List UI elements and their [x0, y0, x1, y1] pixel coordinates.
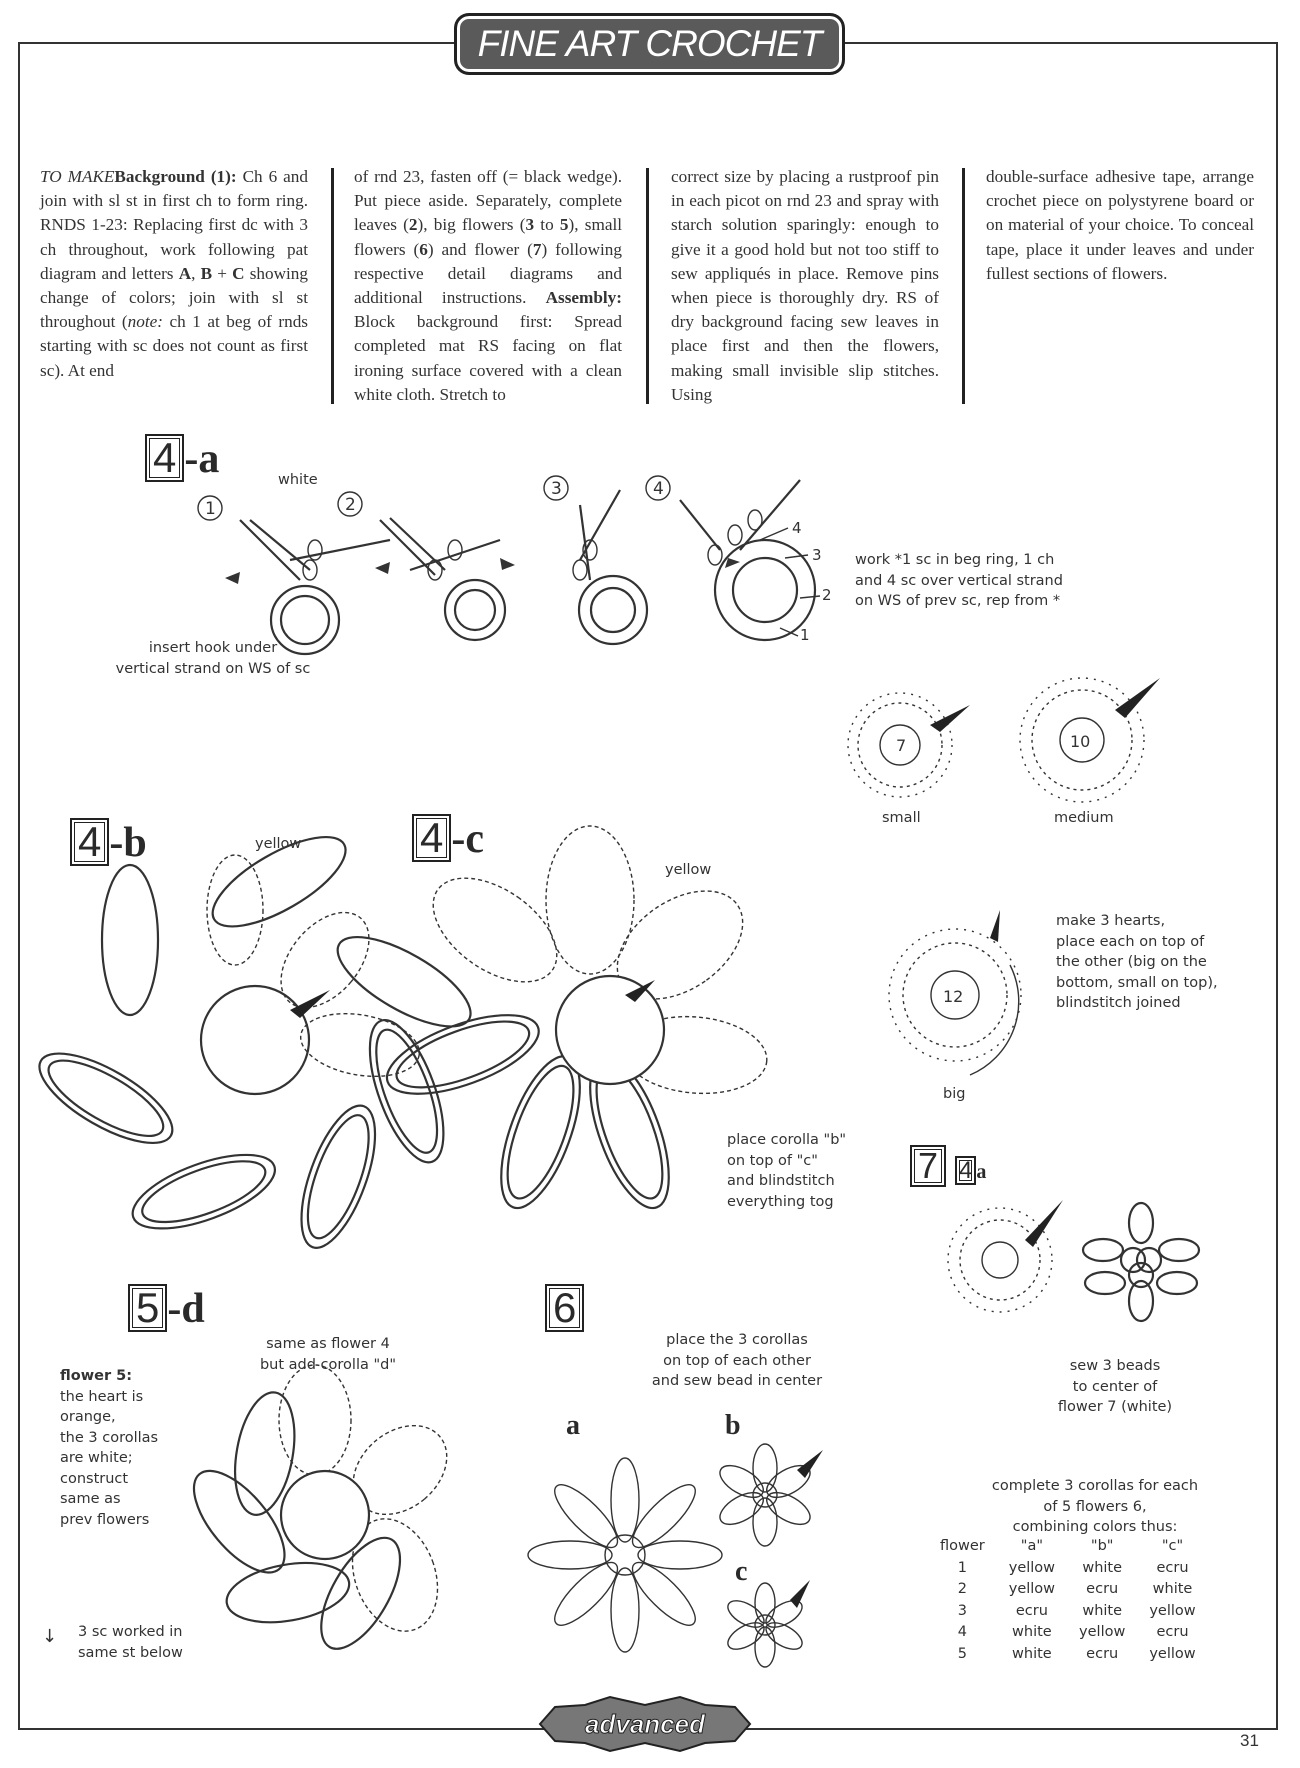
- round-label: 1: [800, 626, 810, 644]
- table-cell: yellow: [1149, 1602, 1196, 1619]
- diagram-letter: b: [123, 820, 147, 866]
- table-cell: ecru: [1086, 1645, 1119, 1662]
- text-run: Assembly:: [545, 288, 622, 308]
- heart-medium-number: 10: [1070, 732, 1091, 751]
- instructions-column-1: [40, 165, 308, 383]
- page-number: 31: [1240, 1731, 1259, 1750]
- color-combination-table: [928, 1536, 1208, 1665]
- header-banner: [455, 14, 844, 74]
- text-run: correct size by placing a rustproof pin in each picot on rnd 23 and spray with starch solution sparingly: enough to give it a good hold but not too stiff to sew appliqués in place. Remove pins when piece is thoroughly dry. RS of dry background facing sew leaves in place first and then the flowers, making small invisible slip stitches. Using: [671, 167, 939, 404]
- diagram-number-box: 4: [145, 434, 184, 482]
- heart-small-number: 7: [896, 736, 907, 755]
- diagram-number-box: 6: [545, 1284, 584, 1332]
- step-3-number: 3: [551, 479, 562, 499]
- table-cell: 1: [957, 1559, 967, 1576]
- color-label-white: white: [278, 472, 318, 488]
- text-run: Background (1):: [114, 167, 237, 186]
- table-header-cell: "a": [1020, 1538, 1044, 1554]
- diagram-number-box: 5: [128, 1284, 167, 1332]
- table-header-cell: "c": [1161, 1538, 1184, 1554]
- note-sew-beads: sew 3 beads to center of flower 7 (white): [1057, 1358, 1173, 1415]
- diagram-6-label: [545, 1284, 584, 1333]
- table-row: [928, 1644, 1208, 1666]
- text-run: ), small flowers (: [354, 215, 622, 259]
- table-cell: ecru: [1156, 1559, 1189, 1576]
- heart-small-label: small: [882, 810, 921, 826]
- table-cell: ecru: [1086, 1581, 1119, 1597]
- diagram-number-box: 4: [412, 814, 451, 862]
- diagram-4a-label: 4 -a: [145, 434, 219, 483]
- diagram-letter: a: [198, 436, 220, 482]
- text-run: Block background first: Spread completed mat RS facing on flat ironing surface covered with a clean white cloth. Stretch to: [354, 312, 622, 404]
- table-cell: ecru: [1015, 1602, 1048, 1619]
- text-run: Ch 6 and join with sl st in first ch to form ring. RNDS 1-23: Replacing first dc with 3 ch throughout, work following pat diagram and letters: [40, 167, 308, 283]
- text-run: to: [534, 215, 560, 235]
- table-header-row: [928, 1536, 1208, 1558]
- table-cell: 5: [957, 1645, 967, 1662]
- text-run: A: [178, 263, 192, 283]
- instructions-column-3: [671, 165, 939, 407]
- legend-3sc: 3 sc worked in same st below: [78, 1624, 183, 1661]
- column-divider: [962, 168, 965, 404]
- table-cell: white: [1012, 1645, 1052, 1662]
- table-row: [928, 1558, 1208, 1580]
- table-cell: white: [1012, 1624, 1052, 1640]
- diagram-letter: d: [181, 1286, 205, 1332]
- hearts-illustration: [830, 670, 1210, 1110]
- corolla-label-c: c: [735, 1556, 748, 1587]
- note-complete-3-corollas: complete 3 corollas for each of 5 flowers 6, combining colors thus:: [991, 1478, 1199, 1535]
- step-4-number: 4: [653, 479, 664, 499]
- hearts-note: make 3 hearts, place each on top of the other (big on the bottom, small on top), blindstitch joined: [1056, 913, 1218, 1011]
- column-divider: [646, 168, 649, 404]
- round-label: 4: [792, 519, 802, 537]
- table-cell: 2: [957, 1581, 967, 1597]
- table-cell: white: [1152, 1581, 1193, 1597]
- instructions-column-4: [986, 165, 1254, 286]
- note-insert-hook: insert hook under vertical strand on WS of sc: [115, 640, 311, 677]
- corollas-6-diagram: [525, 1440, 855, 1680]
- text-run: ,: [191, 263, 201, 283]
- corolla-label-b: b: [725, 1410, 741, 1441]
- table-cell: yellow: [1008, 1559, 1056, 1576]
- text-run: ) and flower (: [427, 239, 533, 259]
- note-same-as-flower-4: same as flower 4 but add corolla "d": [259, 1336, 397, 1373]
- text-run: +: [212, 263, 233, 283]
- table-header-cell: "b": [1090, 1538, 1114, 1554]
- text-run: ch 1 at beg of rnds starting with sc does not count as first sc). At end: [40, 312, 308, 380]
- heart-big-number: 12: [943, 987, 964, 1006]
- text-run: double-surface adhesive tape, arrange crochet piece on polystyrene board or on material of your choice. To conceal tape, place it under leaves and under fullest sections of flowers.: [986, 167, 1254, 283]
- table-cell: yellow: [1149, 1645, 1196, 1662]
- color-label-yellow: yellow: [255, 836, 302, 852]
- reference-letter: a: [976, 1161, 987, 1183]
- text-run: of rnd 23, fasten off (= black wedge). Put piece aside. Separately, complete leaves (: [354, 167, 622, 235]
- instructions-column-2: [354, 165, 622, 407]
- diagram-5d-label: 5 -d: [128, 1284, 205, 1333]
- table-cell: 4: [957, 1624, 967, 1640]
- text-run: TO MAKE: [40, 167, 115, 186]
- text-run: 3: [525, 215, 535, 235]
- table-header-cell: flower: [940, 1538, 985, 1554]
- table-cell: 3: [957, 1602, 967, 1619]
- diagram-letter: c: [465, 816, 485, 862]
- table-row: [928, 1579, 1208, 1601]
- diagram-4c-label: 4 -c: [412, 814, 484, 863]
- flower-5-description: flower 5: the heart is orange, the 3 corollas are white; construct same as prev flowers: [60, 1368, 159, 1528]
- text-run: 2: [408, 215, 418, 235]
- table-cell: yellow: [1008, 1581, 1056, 1597]
- table-cell: white: [1082, 1559, 1123, 1576]
- table-row: [928, 1601, 1208, 1623]
- text-run: 5: [559, 215, 569, 235]
- table-cell: yellow: [1079, 1624, 1126, 1640]
- step-1-number: 1: [205, 499, 216, 519]
- diagram-number-box: 4: [70, 818, 109, 866]
- text-run: 7: [532, 239, 542, 259]
- note-work-sc: work *1 sc in beg ring, 1 ch and 4 sc over vertical strand on WS of prev sc, rep from *: [855, 552, 1063, 609]
- color-label-yellow: yellow: [665, 862, 712, 878]
- text-run: ) following respective detail diagrams and additional instructions.: [354, 239, 622, 308]
- reference-number-box: 4: [955, 1156, 976, 1185]
- table-cell: ecru: [1156, 1624, 1189, 1640]
- column-divider: [331, 168, 334, 404]
- heart-medium-label: medium: [1054, 810, 1114, 826]
- text-run: B: [200, 263, 213, 283]
- round-label: 2: [822, 586, 832, 604]
- heart-big-label: big: [943, 1086, 966, 1102]
- text-run: ), big flowers (: [417, 215, 526, 235]
- table-row: [928, 1622, 1208, 1644]
- diagram-4b-label: 4 -b: [70, 818, 147, 867]
- text-run: note:: [127, 312, 163, 332]
- corolla-label-a: a: [566, 1410, 580, 1441]
- diagram-number-box: 7: [910, 1145, 946, 1187]
- step-2-number: 2: [345, 495, 356, 515]
- note-place-corolla: place corolla "b" on top of "c" and blindstitch everything tog: [727, 1132, 847, 1210]
- text-run: 6: [419, 239, 428, 259]
- advanced-badge: [530, 1695, 760, 1753]
- table-cell: white: [1082, 1602, 1123, 1619]
- round-label: 3: [812, 546, 822, 564]
- flower-4b-diagram: [70, 860, 440, 1220]
- diagram-7-label: [910, 1145, 986, 1187]
- text-run: C: [232, 263, 245, 283]
- header-title: FINE ART CROCHET: [477, 23, 822, 64]
- flower-5d-diagram: [185, 1390, 465, 1660]
- badge-text: advanced: [585, 1709, 705, 1739]
- text-run: showing change of colors; join with sl st throughout (: [40, 263, 308, 332]
- note-place-3-corollas: place the 3 corollas on top of each other and sew bead in center: [651, 1332, 823, 1389]
- flower-7-diagram: [945, 1195, 1195, 1325]
- arrow-down-icon: ↓: [42, 1626, 58, 1647]
